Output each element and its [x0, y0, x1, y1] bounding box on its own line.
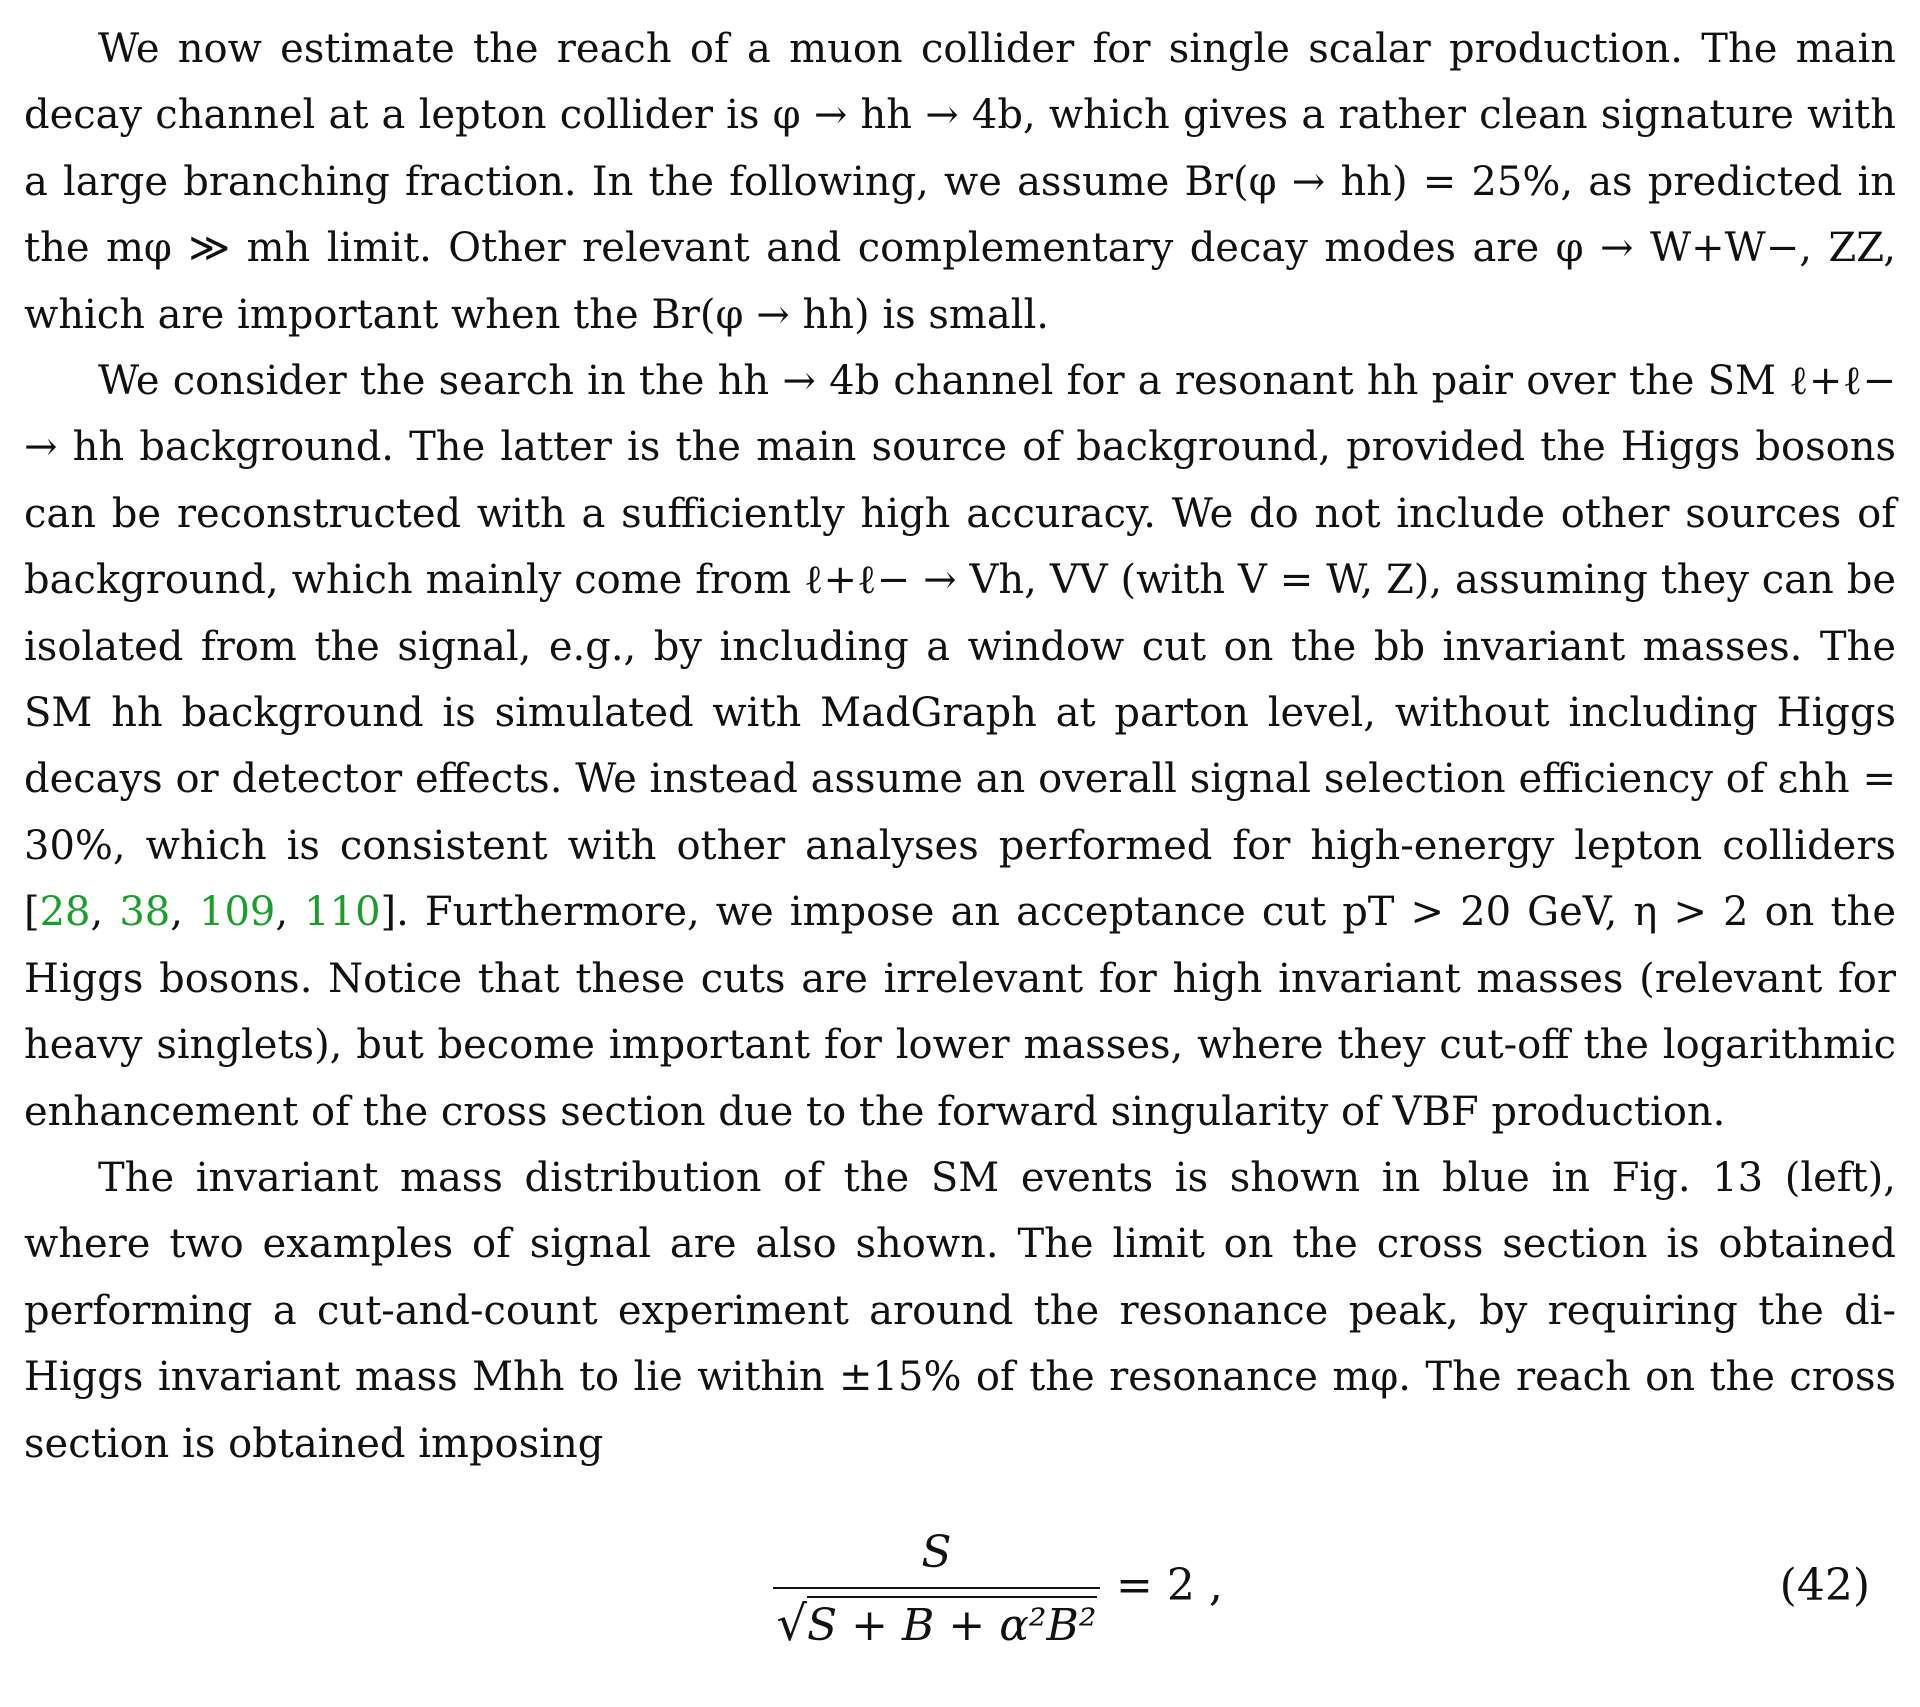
paragraph-1-text: We now estimate the reach of a muon collider for single scalar production. The main decay channel at a lepton collider is φ → hh → 4b, which gives a rather clean signature with a large branching fraction. In the following, we assume Br(φ → hh) = 25%, as predicted in the mφ ≫ mh limit. Other relevant and complementary decay modes are φ → W+W−, ZZ, which are important when the Br(φ → hh) is small.	[24, 26, 1896, 338]
citation-38[interactable]: 38	[119, 889, 171, 936]
citation-110[interactable]: 110	[304, 889, 381, 936]
paragraph-3	[24, 1145, 1896, 1477]
citation-109[interactable]: 109	[199, 889, 276, 936]
citation-28[interactable]: 28	[39, 889, 91, 936]
paragraph-3-text: The invariant mass distribution of the SM events is shown in blue in Fig. 13 (left), where two examples of signal are also shown. The limit on the cross section is obtained performing a cut-and-count experiment around the resonance peak, by requiring the di-Higgs invariant mass Mhh to lie within ±15% of the resonance mφ. The reach on the cross section is obtained imposing	[24, 1154, 1896, 1467]
paragraph-2-text-a: We consider the search in the hh → 4b channel for a resonant hh pair over the SM ℓ+ℓ− → hh background. The latter is the main source of background, provided the Higgs bosons can be reconstructed with a sufficiently high accuracy. We do not include other sources of background, which mainly come from ℓ+ℓ− → Vh, VV (with V = W, Z), assuming they can be isolated from the signal, e.g., by including a window cut on the bb invariant masses. The SM hh background is simulated with MadGraph at parton level, without including Higgs decays or detector effects. We instead assume an overall signal selection efficiency of εhh = 30%, which is consistent with other analyses performed for high-energy lepton colliders [	[24, 358, 1896, 936]
equation-denominator-wrap	[769, 1589, 1104, 1657]
equation-42	[24, 1525, 1896, 1675]
square-root-icon: √	[776, 1595, 808, 1652]
paragraph-2-text-b: ]. Furthermore, we impose an acceptance cut pT > 20 GeV, η > 2 on the Higgs bosons. Notice that these cuts are irrelevant for high invariant masses (relevant for heavy singlets), but become important for lower masses, where they cut-off the logarithmic enhancement of the cross section due to the forward singularity of VBF production.	[24, 889, 1896, 1135]
equation-numerator: S	[921, 1526, 952, 1578]
equation-fraction	[769, 1525, 1104, 1657]
equation-rhs: = 2 ,	[1116, 1559, 1223, 1611]
paragraph-2: We consider the search in the hh → 4b channel for a resonant hh pair over the SM ℓ+ℓ− → hh background. The latter is the main source of background, provided the Higgs bosons can be reconstructed with a sufficiently high accuracy. We do not include other sources of background, which mainly come from ℓ+ℓ− → Vh, VV (with V = W, Z), assuming they can be isolated from the signal, e.g., by including a window cut on the bb invariant masses. The SM hh background is simulated with MadGraph at parton level, without including Higgs decays or detector effects. We instead assume an overall signal selection efficiency of εhh = 30%, which is consistent with other analyses performed for high-energy lepton colliders [28, 38, 109, 110]. Furthermore, we impose an acceptance cut pT > 20 GeV, η > 2 on the Higgs bosons. Notice that these cuts are irrelevant for high invariant masses (relevant for heavy singlets), but become important for lower masses, where they cut-off the logarithmic enhancement of the cross section due to the forward singularity of VBF production.	[24, 358, 1896, 1135]
paragraph-1	[24, 16, 1896, 348]
equation-number: (42)	[1779, 1559, 1870, 1611]
equation-denominator: S + B + α²B²	[807, 1596, 1096, 1651]
